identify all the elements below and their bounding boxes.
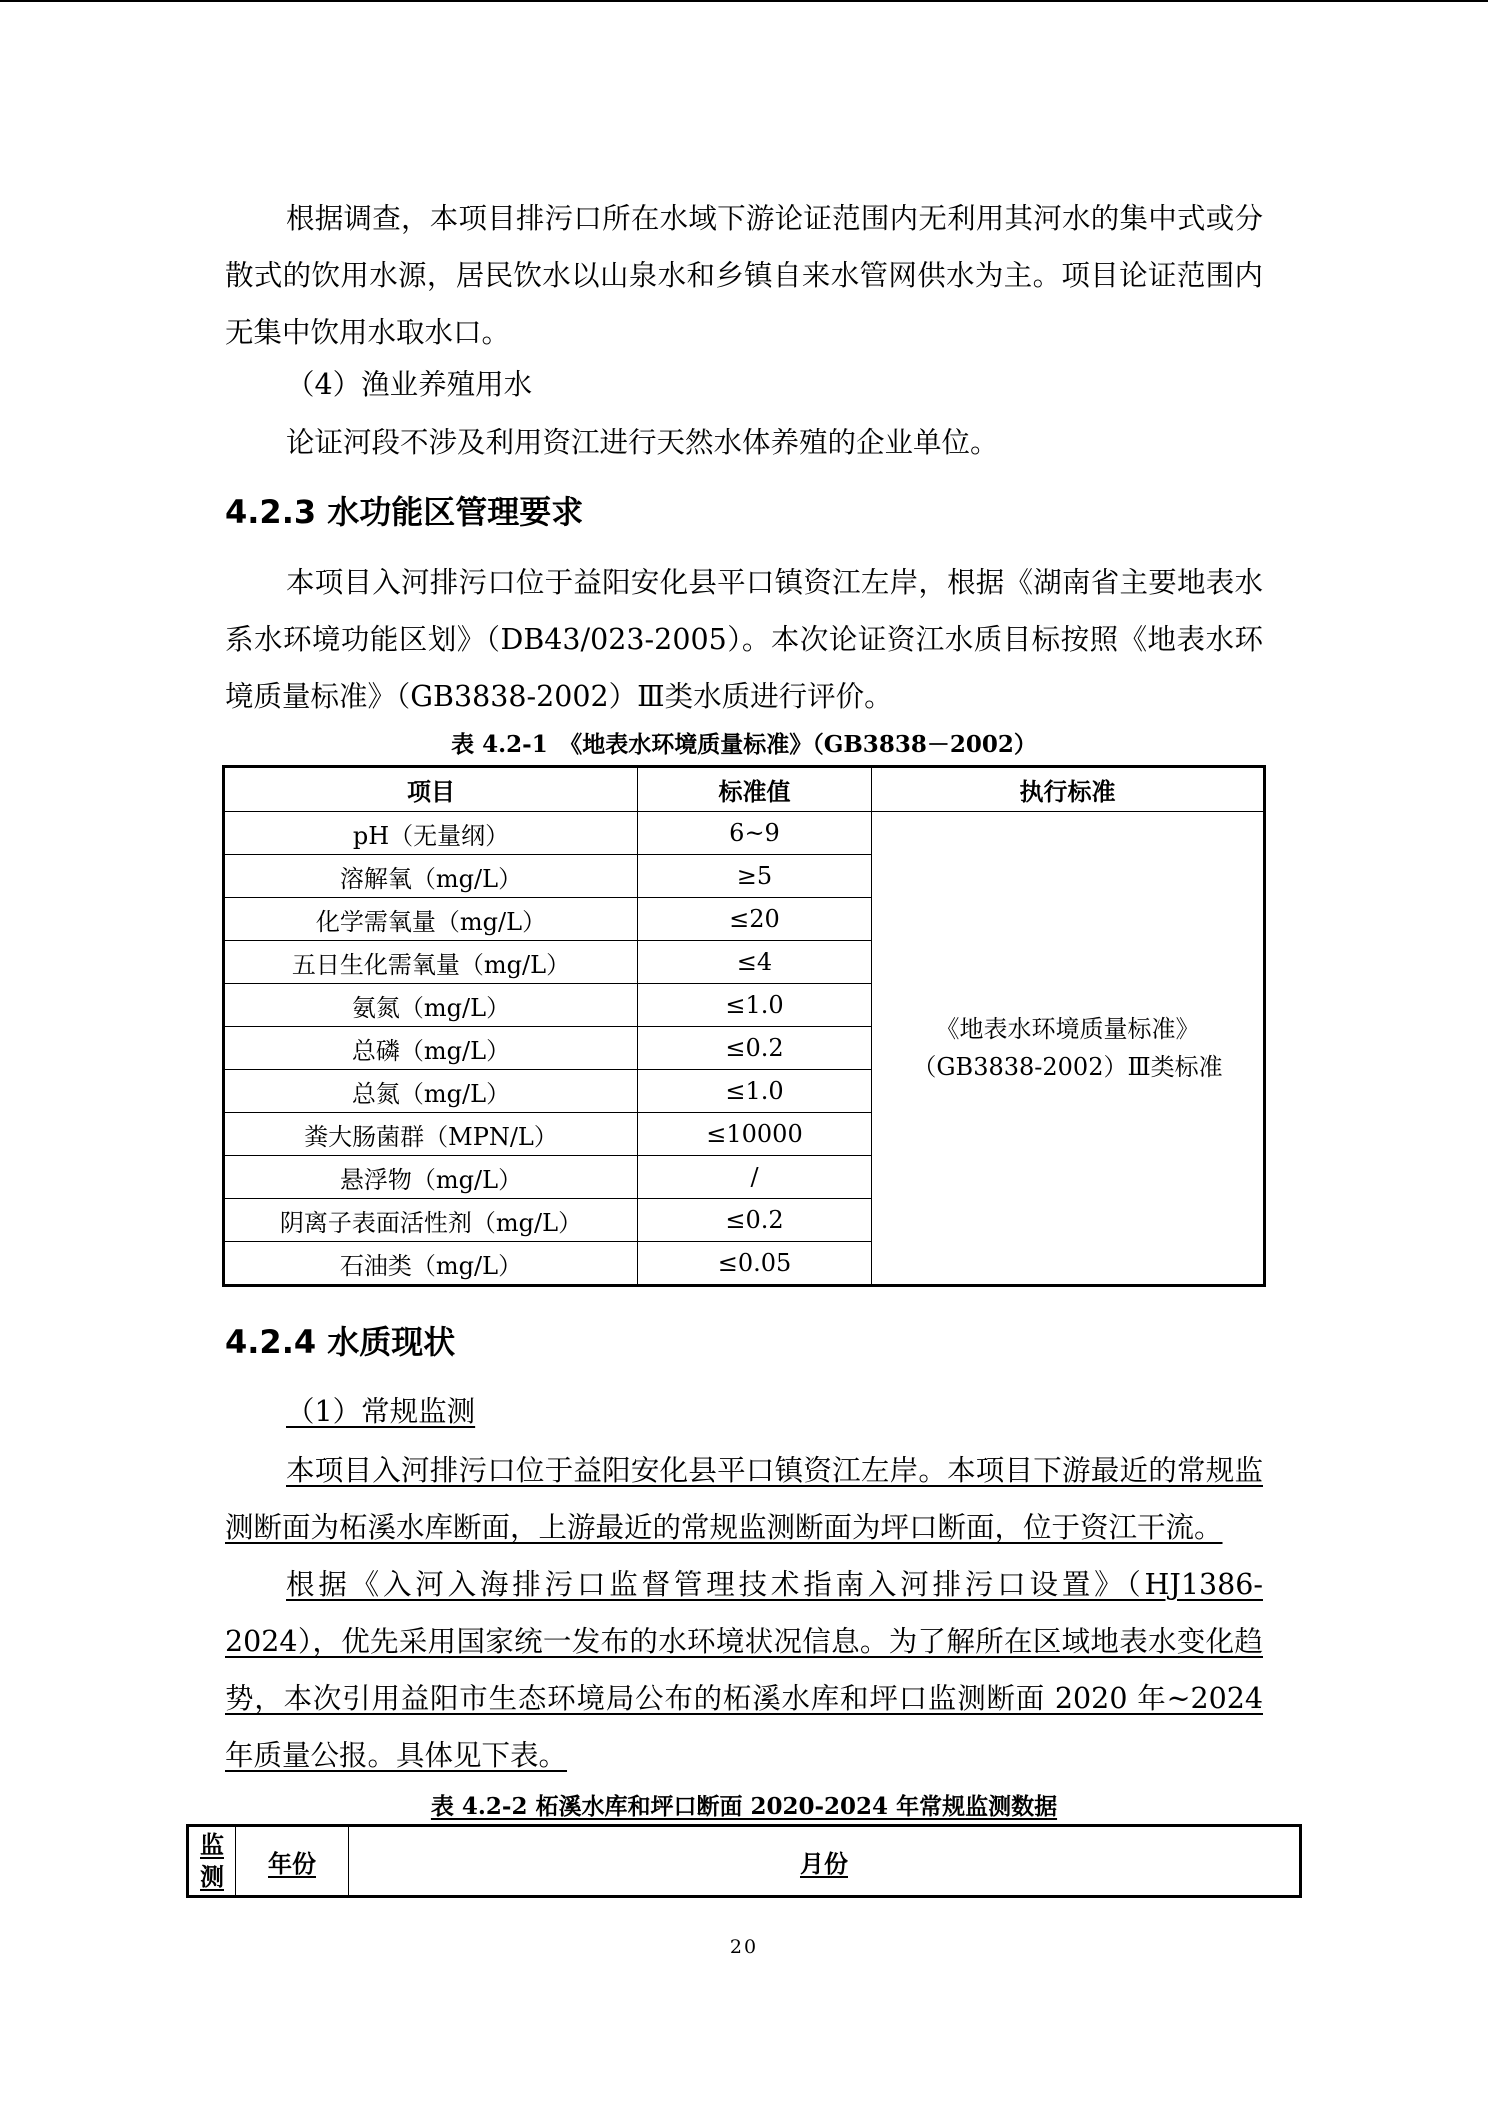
table-header-row (224, 767, 1265, 812)
cell-item: 悬浮物（mg/L） (224, 1156, 638, 1199)
paragraph-drinking-water: 根据调查，本项目排污口所在水域下游论证范围内无利用其河水的集中式或分散式的饮用水源，居民饮水以山泉水和乡镇自来水管网供水为主。项目论证范围内无集中饮用水取水口。 (225, 202, 1263, 349)
header-monitoring (188, 1826, 236, 1897)
cell-value: ≤4 (638, 941, 872, 984)
page-top-border (0, 0, 1488, 2)
cell-item: 粪大肠菌群（MPN/L） (224, 1113, 638, 1156)
cell-applied-standard (872, 812, 1265, 1286)
header-standard-value: 标准值 (638, 767, 872, 812)
cell-item: 五日生化需氧量（mg/L） (224, 941, 638, 984)
cell-value: ≤0.2 (638, 1027, 872, 1070)
cell-item: 化学需氧量（mg/L） (224, 898, 638, 941)
header-month: 月份 (349, 1826, 1301, 1897)
cell-value: ≤20 (638, 898, 872, 941)
standard-table (222, 765, 1266, 1287)
list-item-routine-monitoring: （1）常规监测 (286, 1395, 476, 1428)
header-item: 项目 (224, 767, 638, 812)
page-number: 20 (729, 1936, 759, 1958)
cell-value: / (638, 1156, 872, 1199)
cell-value: ≤10000 (638, 1113, 872, 1156)
header-applied-standard: 执行标准 (872, 767, 1265, 812)
standard-name: 《地表水环境质量标准》 (935, 1015, 1200, 1043)
header-monitoring-text: 监测 (200, 1830, 224, 1891)
paragraph-data-source: 根据《入河入海排污口监督管理技术指南入河排污口设置》（HJ1386-2024），优先采用国家统一发布的水环境状况信息。为了解所在区域地表水变化趋势，本次引用益阳市生态环境局公布的柘溪水库和坪口监测断面 2020 年~2024 年质量公报。具体见下表。 (225, 1568, 1263, 1772)
paragraph-water-function: 本项目入河排污口位于益阳安化县平口镇资江左岸，根据《湖南省主要地表水系水环境功能区划》（DB43/023-2005）。本次论证资江水质目标按照《地表水环境质量标准》（GB3838-2002）Ⅲ类水质进行评价。 (225, 566, 1263, 713)
paragraph-monitoring-sections: 本项目入河排污口位于益阳安化县平口镇资江左岸。本项目下游最近的常规监测断面为柘溪水库断面，上游最近的常规监测断面为坪口断面，位于资江干流。 (225, 1454, 1263, 1544)
cell-item: 溶解氧（mg/L） (224, 855, 638, 898)
cell-value: ≥5 (638, 855, 872, 898)
table-caption-4-2-2 (0, 1790, 1488, 1824)
cell-value: ≤0.05 (638, 1242, 872, 1286)
cell-item: 总磷（mg/L） (224, 1027, 638, 1070)
section-heading-4-2-3: 4.2.3 水功能区管理要求 (225, 493, 584, 531)
table-caption-4-2-1: 表 4.2-1 《地表水环境质量标准》（GB3838－2002） (451, 731, 1037, 758)
cell-item: 石油类（mg/L） (224, 1242, 638, 1286)
cell-item: 阴离子表面活性剂（mg/L） (224, 1199, 638, 1242)
cell-value: ≤0.2 (638, 1199, 872, 1242)
table-row (224, 812, 1265, 855)
table-header-row (188, 1826, 1301, 1897)
list-item-fishery: （4）渔业养殖用水 (286, 368, 533, 401)
cell-item: 氨氮（mg/L） (224, 984, 638, 1027)
cell-value: 6~9 (638, 812, 872, 855)
monitoring-table (186, 1824, 1302, 1898)
paragraph-fishery: 论证河段不涉及利用资江进行天然水体养殖的企业单位。 (286, 426, 999, 459)
section-heading-4-2-4: 4.2.4 水质现状 (225, 1323, 456, 1361)
caption-text: 表 4.2-2 柘溪水库和坪口断面 2020-2024 年常规监测数据 (430, 1793, 1058, 1820)
cell-item: 总氮（mg/L） (224, 1070, 638, 1113)
cell-value: ≤1.0 (638, 984, 872, 1027)
cell-item: pH（无量纲） (224, 812, 638, 855)
standard-code: （GB3838-2002）Ⅲ类标准 (912, 1053, 1223, 1081)
header-year: 年份 (236, 1826, 349, 1897)
cell-value: ≤1.0 (638, 1070, 872, 1113)
